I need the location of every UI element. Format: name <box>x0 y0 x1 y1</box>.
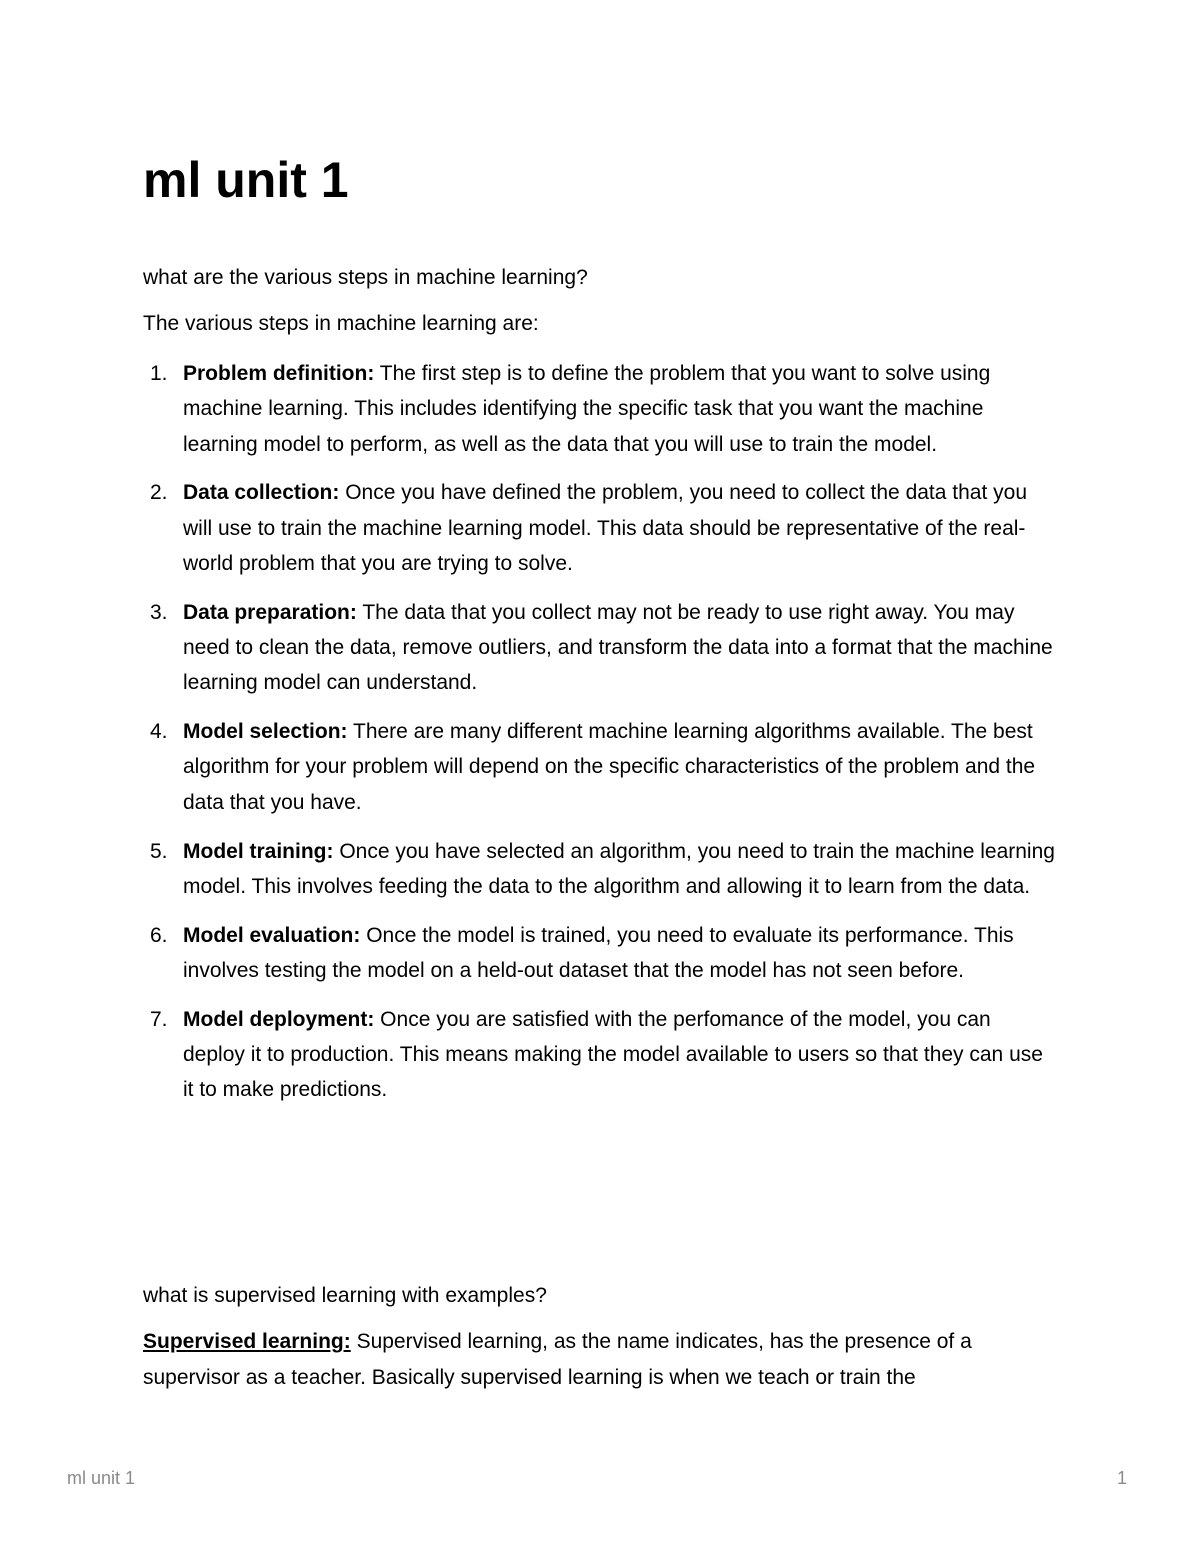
footer-title: ml unit 1 <box>67 1468 136 1488</box>
list-item <box>143 595 1058 701</box>
page-title: ml unit 1 <box>143 152 349 208</box>
page-number: 1 <box>1117 1468 1128 1488</box>
list-item <box>143 356 1058 462</box>
step-number: 2. <box>150 481 168 505</box>
list-item <box>143 714 1058 820</box>
step-text: Once the model is trained, you need to evaluate its performance. This involves testing the model on a held-out dataset that the model has not seen before. <box>183 923 1014 982</box>
supervised-paragraph <box>143 1324 1058 1396</box>
question-steps: what are the various steps in machine learning? <box>143 266 588 289</box>
step-number: 6. <box>150 923 168 947</box>
step-text: Once you have defined the problem, you need to collect the data that you will use to train the machine learning model. This data should be representative of the real-world problem that you are trying to solve. <box>183 481 1028 575</box>
step-term: Model evaluation: <box>183 923 361 947</box>
steps-list <box>143 356 1058 1121</box>
list-item <box>143 918 1058 989</box>
step-text: The data that you collect may not be ready to use right away. You may need to clean the data, remove outliers, and transform the data into a format that the machine learning model can understand. <box>183 600 1053 695</box>
step-number: 7. <box>150 1007 168 1031</box>
step-text: Once you are satisfied with the perfomance of the model, you can deploy it to production. This means making the model available to users so that they can use it to make predictions. <box>183 1007 1043 1102</box>
step-term: Problem definition: <box>183 362 375 385</box>
question-supervised: what is supervised learning with examples? <box>143 1284 547 1307</box>
step-text: The first step is to define the problem that you want to solve using machine learning. This includes identifying the specific task that you want the machine learning model to perform, as well as the data that you will use to train the model. <box>183 362 991 456</box>
step-term: Model deployment: <box>183 1007 375 1031</box>
step-number: 4. <box>150 720 168 744</box>
step-number: 1. <box>150 362 168 385</box>
supervised-text: Supervised learning, as the name indicates, has the presence of a supervisor as a teacher. Basically supervised learning is when we teach or train the <box>143 1330 972 1389</box>
list-item <box>143 1002 1058 1108</box>
step-term: Data collection: <box>183 481 340 505</box>
list-item <box>143 475 1058 581</box>
step-term: Model selection: <box>183 720 348 744</box>
step-term: Model training: <box>183 839 334 863</box>
steps-intro: The various steps in machine learning are: <box>143 312 539 335</box>
step-term: Data preparation: <box>183 600 357 624</box>
step-number: 5. <box>150 839 168 863</box>
step-text: There are many different machine learning algorithms available. The best algorithm for your problem will depend on the specific characteristics of the problem and the data that you have. <box>183 720 1036 814</box>
list-item <box>143 834 1058 905</box>
step-text: Once you have selected an algorithm, you need to train the machine learning model. This involves feeding the data to the algorithm and allowing it to learn from the data. <box>183 839 1055 898</box>
step-number: 3. <box>150 600 168 624</box>
supervised-term: Supervised learning: <box>143 1330 351 1353</box>
